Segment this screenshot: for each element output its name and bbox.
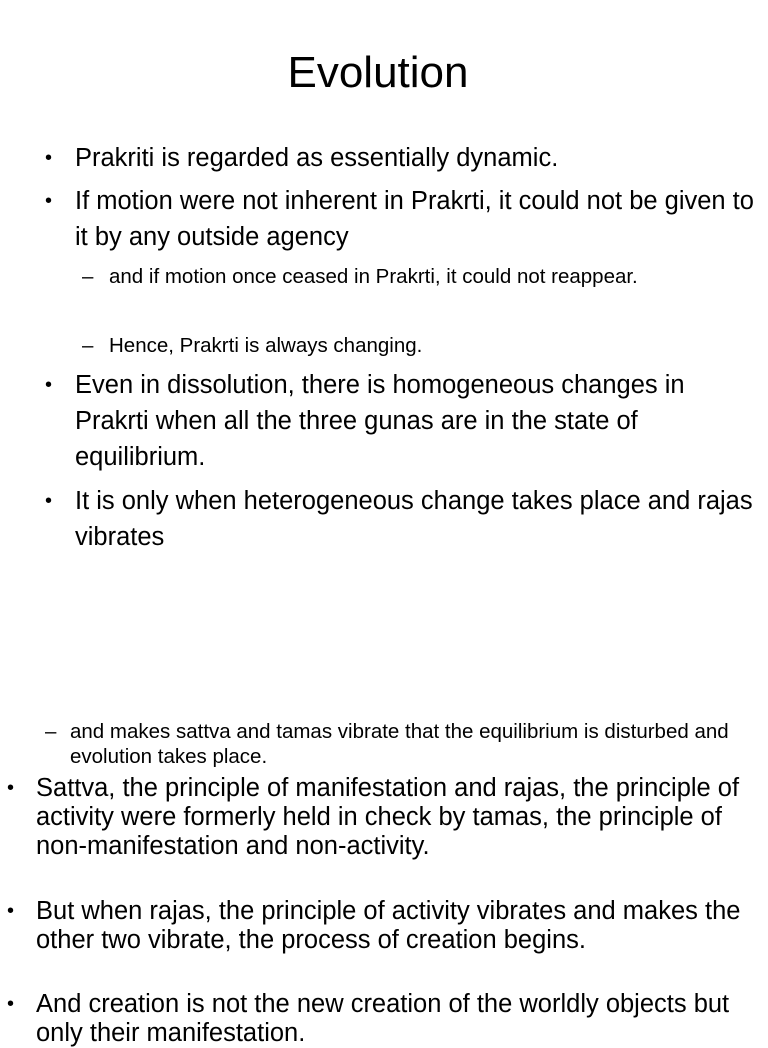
- bullet-item: • And creation is not the new creation of the worldly objects but only their manifestation.: [36, 990, 756, 1048]
- sub-bullet-item: – and if motion once ceased in Prakrti, it could not reappear.: [109, 261, 749, 292]
- bullet-item: • Prakriti is regarded as essentially dynamic.: [75, 140, 765, 176]
- bullet-item: • It is only when heterogeneous change takes place and rajas vibrates: [75, 483, 765, 555]
- bullet-item: • Sattva, the principle of manifestation and rajas, the principle of activity were formerly held in check by tamas, the principle of non-manifestation and non-activity.: [36, 774, 756, 861]
- page-title: Evolution: [287, 48, 469, 97]
- bullet-item: • But when rajas, the principle of activity vibrates and makes the other two vibrate, the process of creation begins.: [36, 897, 756, 955]
- sub-bullet-item: – Hence, Prakrti is always changing.: [109, 330, 749, 361]
- bullet-item: • Even in dissolution, there is homogeneous changes in Prakrti when all the three gunas are in the state of equilibrium.: [75, 367, 765, 475]
- bullet-item: • If motion were not inherent in Prakrti, it could not be given to it by any outside agency: [75, 183, 765, 255]
- continuation-dash-item: – and makes sattva and tamas vibrate that the equilibrium is disturbed and evolution takes place.: [70, 719, 760, 769]
